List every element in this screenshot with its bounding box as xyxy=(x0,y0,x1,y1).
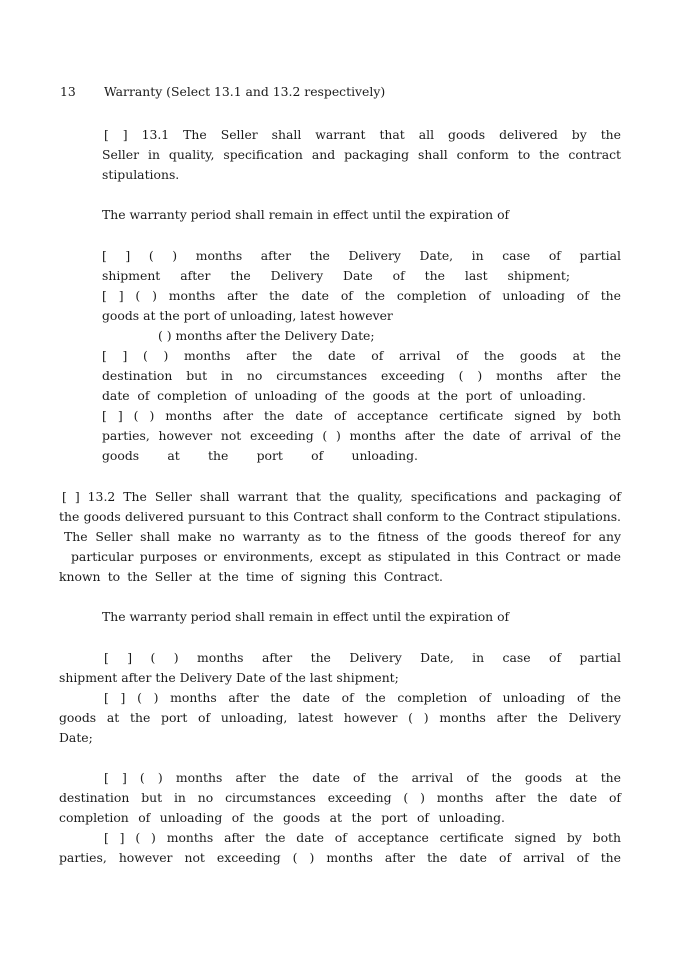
clause-13-2-line: particular purposes or environments, except as stipulated in this Contract or made xyxy=(71,549,621,564)
option-line: goods at the port of unloading. xyxy=(102,448,418,463)
option-line: ( ) months after the Delivery Date; xyxy=(158,328,375,343)
option-line: [ ] ( ) months after the date of the completion of unloading of the xyxy=(102,288,621,303)
clause-13-2-line: known to the Seller at the time of signing this Contract. xyxy=(59,569,443,584)
option-line: [ ] ( ) months after the Delivery Date, in case of partial xyxy=(104,650,621,665)
warranty-period-intro: The warranty period shall remain in effect until the expiration of xyxy=(102,207,510,222)
option-line: [ ] ( ) months after the date of arrival of the goods at the xyxy=(102,348,621,363)
clause-13-1-line: stipulations. xyxy=(102,167,180,182)
option-line: destination but in no circumstances exceeding ( ) months after the xyxy=(102,368,621,383)
option-line: goods at the port of unloading, latest however xyxy=(102,308,393,323)
option-line: completion of unloading of the goods at the port of unloading. xyxy=(59,810,505,825)
clause-13-1-line: [ ] 13.1 The Seller shall warrant that all goods delivered by the xyxy=(104,127,621,142)
warranty-period-intro: The warranty period shall remain in effect until the expiration of xyxy=(102,609,510,624)
option-line: [ ] ( ) months after the date of acceptance certificate signed by both xyxy=(102,408,621,423)
option-line: goods at the port of unloading, latest however ( ) months after the Delivery xyxy=(59,710,621,725)
option-line: shipment after the Delivery Date of the last shipment; xyxy=(102,268,570,283)
option-line: date of completion of unloading of the goods at the port of unloading. xyxy=(102,388,586,403)
section-number: 13 xyxy=(60,84,76,99)
section-title: Warranty (Select 13.1 and 13.2 respectively) xyxy=(104,84,386,99)
option-line: shipment after the Delivery Date of the last shipment; xyxy=(59,670,399,685)
option-line: [ ] ( ) months after the date of the arrival of the goods at the xyxy=(104,770,621,785)
clause-13-1-line: Seller in quality, specification and packaging shall conform to the contract xyxy=(102,147,621,162)
option-line: [ ] ( ) months after the Delivery Date, in case of partial xyxy=(102,248,621,263)
clause-13-2-line: the goods delivered pursuant to this Contract shall conform to the Contract stipulations. xyxy=(59,509,621,524)
clause-13-2-line: [ ] 13.2 The Seller shall warrant that the quality, specifications and packaging of xyxy=(62,489,621,504)
option-line: parties, however not exceeding ( ) months after the date of arrival of the xyxy=(102,428,621,443)
option-line: parties, however not exceeding ( ) months after the date of arrival of the xyxy=(59,850,621,865)
option-line: [ ] ( ) months after the date of acceptance certificate signed by both xyxy=(104,830,621,845)
clause-13-2-line: The Seller shall make no warranty as to the fitness of the goods thereof for any xyxy=(64,529,621,544)
option-line: [ ] ( ) months after the date of the completion of unloading of the xyxy=(104,690,621,705)
option-line: destination but in no circumstances exceeding ( ) months after the date of xyxy=(59,790,621,805)
option-line: Date; xyxy=(59,730,93,745)
